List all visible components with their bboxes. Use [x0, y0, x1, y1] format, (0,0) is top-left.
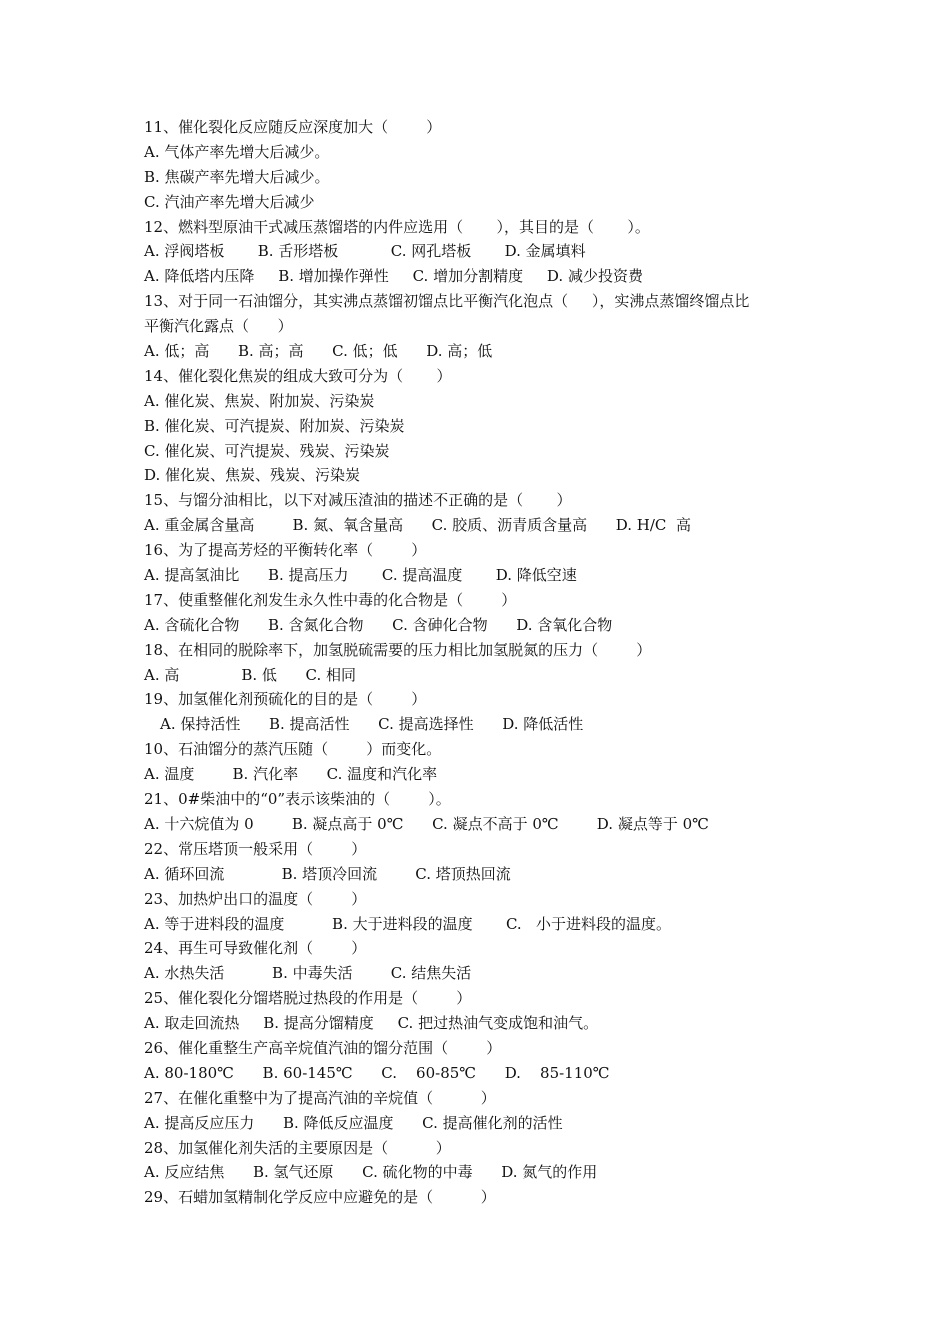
- question-19: 19、加氢催化剂预硫化的目的是（ ）: [144, 690, 427, 709]
- question-11-option-a: A. 气体产率先增大后减少。: [144, 142, 330, 161]
- question-11-option-b: B. 焦碳产率先增大后减少。: [144, 167, 330, 186]
- question-29: 29、石蜡加氢精制化学反应中应避免的是（ ）: [144, 1188, 496, 1207]
- question-26-options: A. 80-180℃ B. 60-145℃ C. 60-85℃ D. 85-110℃: [144, 1063, 610, 1082]
- question-11: 11、催化裂化反应随反应深度加大（ ）: [144, 118, 442, 136]
- exam-question-list: [144, 115, 844, 1210]
- question-17-options: A. 含硫化合物 B. 含氮化合物 C. 含砷化合物 D. 含氧化合物: [144, 615, 613, 634]
- question-13: 13、对于同一石油馏分，其实沸点蒸馏初馏点比平衡汽化泡点（ ），实沸点蒸馏终馏点比: [144, 292, 750, 311]
- question-14-option-c: C. 催化炭、可汽提炭、残炭、污染炭: [144, 441, 390, 460]
- question-13-options: A. 低；高 B. 高；高 C. 低；低 D. 高；低: [144, 342, 493, 361]
- question-14-option-a: A. 催化炭、焦炭、附加炭、污染炭: [144, 391, 375, 410]
- question-14-option-b: B. 催化炭、可汽提炭、附加炭、污染炭: [144, 416, 405, 435]
- question-12: 12、燃料型原油干式减压蒸馏塔的内件应选用（ ），其目的是（ ）。: [144, 217, 650, 236]
- question-10: 10、石油馏分的蒸汽压随（ ）而变化。: [144, 740, 442, 759]
- question-12-options-1: A. 浮阀塔板 B. 舌形塔板 C. 网孔塔板 D. 金属填料: [144, 242, 586, 261]
- question-10-options: A. 温度 B. 汽化率 C. 温度和汽化率: [144, 765, 438, 784]
- question-14-option-d: D. 催化炭、焦炭、残炭、污染炭: [144, 466, 361, 485]
- question-13-continued: 平衡汽化露点（ ）: [144, 317, 293, 336]
- question-24: 24、再生可导致催化剂（ ）: [144, 939, 367, 958]
- question-28: 28、加氢催化剂失活的主要原因是（ ）: [144, 1138, 451, 1157]
- question-19-options: A. 保持活性 B. 提高活性 C. 提高选择性 D. 降低活性: [160, 715, 584, 734]
- question-18: 18、在相同的脱除率下，加氢脱硫需要的压力相比加氢脱氮的压力（ ）: [144, 640, 652, 659]
- question-18-options: A. 高 B. 低 C. 相同: [144, 665, 356, 684]
- question-15: 15、与馏分油相比，以下对减压渣油的描述不正确的是（ ）: [144, 491, 572, 510]
- question-14: 14、催化裂化焦炭的组成大致可分为（ ）: [144, 366, 452, 385]
- question-17: 17、使重整催化剂发生永久性中毒的化合物是（ ）: [144, 590, 517, 609]
- question-23: 23、加热炉出口的温度（ ）: [144, 889, 367, 908]
- question-16: 16、为了提高芳烃的平衡转化率（ ）: [144, 541, 427, 560]
- question-22-options: A. 循环回流 B. 塔顶冷回流 C. 塔顶热回流: [144, 864, 511, 883]
- question-11-option-c: C. 汽油产率先增大后减少: [144, 192, 315, 211]
- question-21: 21、0#柴油中的“0”表示该柴油的（ ）。: [144, 790, 451, 809]
- question-26: 26、催化重整生产高辛烷值汽油的馏分范围（ ）: [144, 1038, 502, 1057]
- question-23-options: A. 等于进料段的温度 B. 大于进料段的温度 C. 小于进料段的温度。: [144, 914, 672, 933]
- question-25: 25、催化裂化分馏塔脱过热段的作用是（ ）: [144, 989, 472, 1008]
- question-22: 22、常压塔顶一般采用（ ）: [144, 839, 367, 858]
- question-27: 27、在催化重整中为了提高汽油的辛烷值（ ）: [144, 1088, 496, 1107]
- question-24-options: A. 水热失活 B. 中毒失活 C. 结焦失活: [144, 964, 472, 983]
- question-12-options-2: A. 降低塔内压降 B. 增加操作弹性 C. 增加分割精度 D. 减少投资费: [144, 267, 643, 286]
- question-15-options: A. 重金属含量高 B. 氮、氧含量高 C. 胶质、沥青质含量高 D. H/C 高: [144, 516, 691, 535]
- question-28-options: A. 反应结焦 B. 氢气还原 C. 硫化物的中毒 D. 氮气的作用: [144, 1163, 598, 1182]
- question-27-options: A. 提高反应压力 B. 降低反应温度 C. 提高催化剂的活性: [144, 1113, 563, 1132]
- question-21-options: A. 十六烷值为 0 B. 凝点高于 0℃ C. 凝点不高于 0℃ D. 凝点等于 0℃: [144, 814, 709, 833]
- question-16-options: A. 提高氢油比 B. 提高压力 C. 提高温度 D. 降低空速: [144, 566, 577, 585]
- question-25-options: A. 取走回流热 B. 提高分馏精度 C. 把过热油气变成饱和油气。: [144, 1014, 599, 1033]
